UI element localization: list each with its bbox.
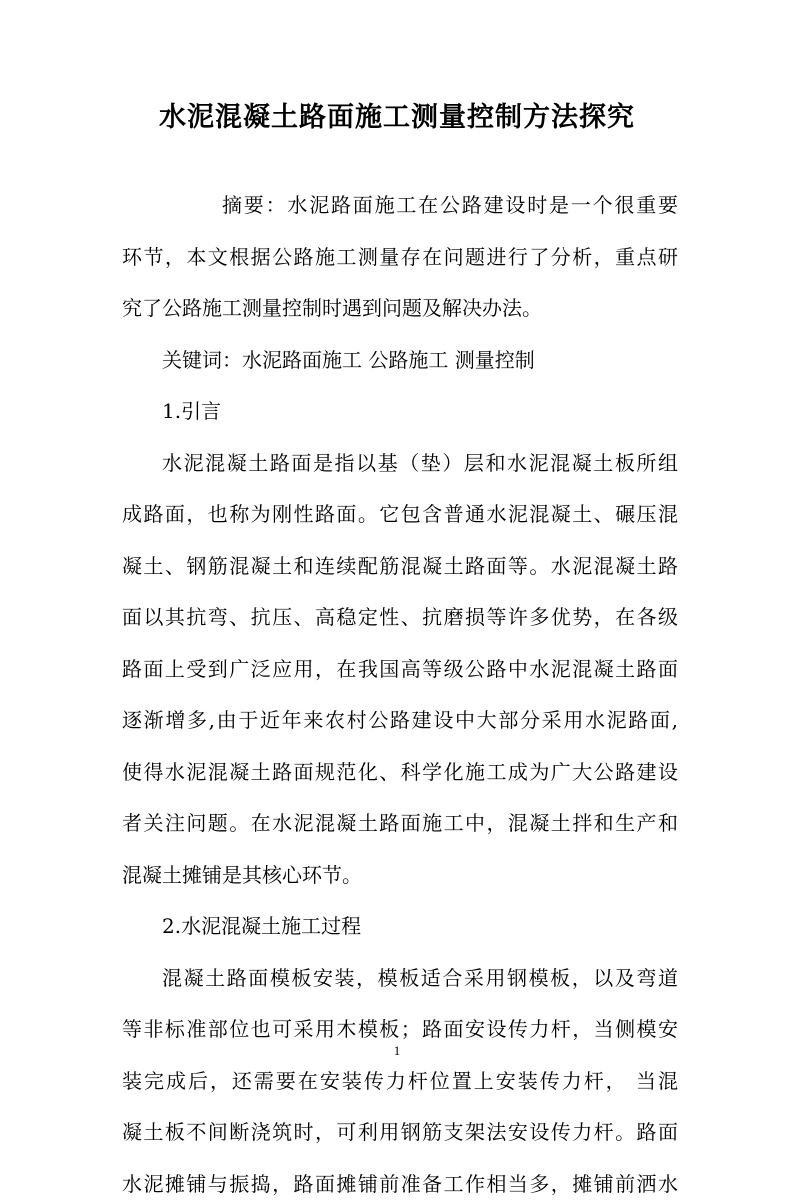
text-line: 等非标准部位也可采用木模板；路面安设传力杆，当侧模安 <box>122 1017 678 1041</box>
text-line: 环节，本文根据公路施工测量存在问题进行了分析，重点研 <box>122 244 678 269</box>
text-line: 混凝土摊铺是其核心环节。 <box>122 862 362 887</box>
text-line: 1.引言 <box>162 399 222 423</box>
text-line: 凝土板不间断浇筑时，可利用钢筋支架法安设传力杆。路面 <box>122 1120 678 1144</box>
text-line: 水泥混凝土路面是指以基（垫）层和水泥混凝土板所组 <box>162 450 678 475</box>
text-line: 水泥摊铺与振捣，路面摊铺前准备工作相当多，摊铺前洒水 <box>122 1171 678 1196</box>
text-line: 使得水泥混凝土路面规范化、科学化施工成为广大公路建设 <box>122 759 678 784</box>
text-line: 逐渐增多,由于近年来农村公路建设中大部分采用水泥路面, <box>122 708 678 732</box>
text-line: 2.水泥混凝土施工过程 <box>162 914 362 938</box>
text-line: 面以其抗弯、抗压、高稳定性、抗磨损等许多优势，在各级 <box>122 605 678 629</box>
text-line: 成路面，也称为刚性路面。它包含普通水泥混凝土、碾压混 <box>122 502 678 526</box>
text-line: 者关注问题。在水泥混凝土路面施工中，混凝土拌和生产和 <box>122 811 678 835</box>
text-line: 路面上受到广泛应用，在我国高等级公路中水泥混凝土路面 <box>122 656 678 681</box>
page-number: 1 <box>393 1043 401 1058</box>
text-line: 究了公路施工测量控制时遇到问题及解决办法。 <box>122 296 542 320</box>
text-line: 摘要：水泥路面施工在公路建设时是一个很重要 <box>222 193 678 217</box>
text-line: 装完成后，还需要在安装传力杆位置上安装传力杆， 当混 <box>122 1068 678 1093</box>
text-line: 凝土、钢筋混凝土和连续配筋混凝土路面等。水泥混凝土路 <box>122 553 678 578</box>
text-line: 关键词：水泥路面施工 公路施工 测量控制 <box>162 347 535 372</box>
text-line: 混凝土路面模板安装，模板适合采用钢模板，以及弯道 <box>162 965 678 990</box>
page-title: 水泥混凝土路面施工测量控制方法探究 <box>159 102 635 133</box>
